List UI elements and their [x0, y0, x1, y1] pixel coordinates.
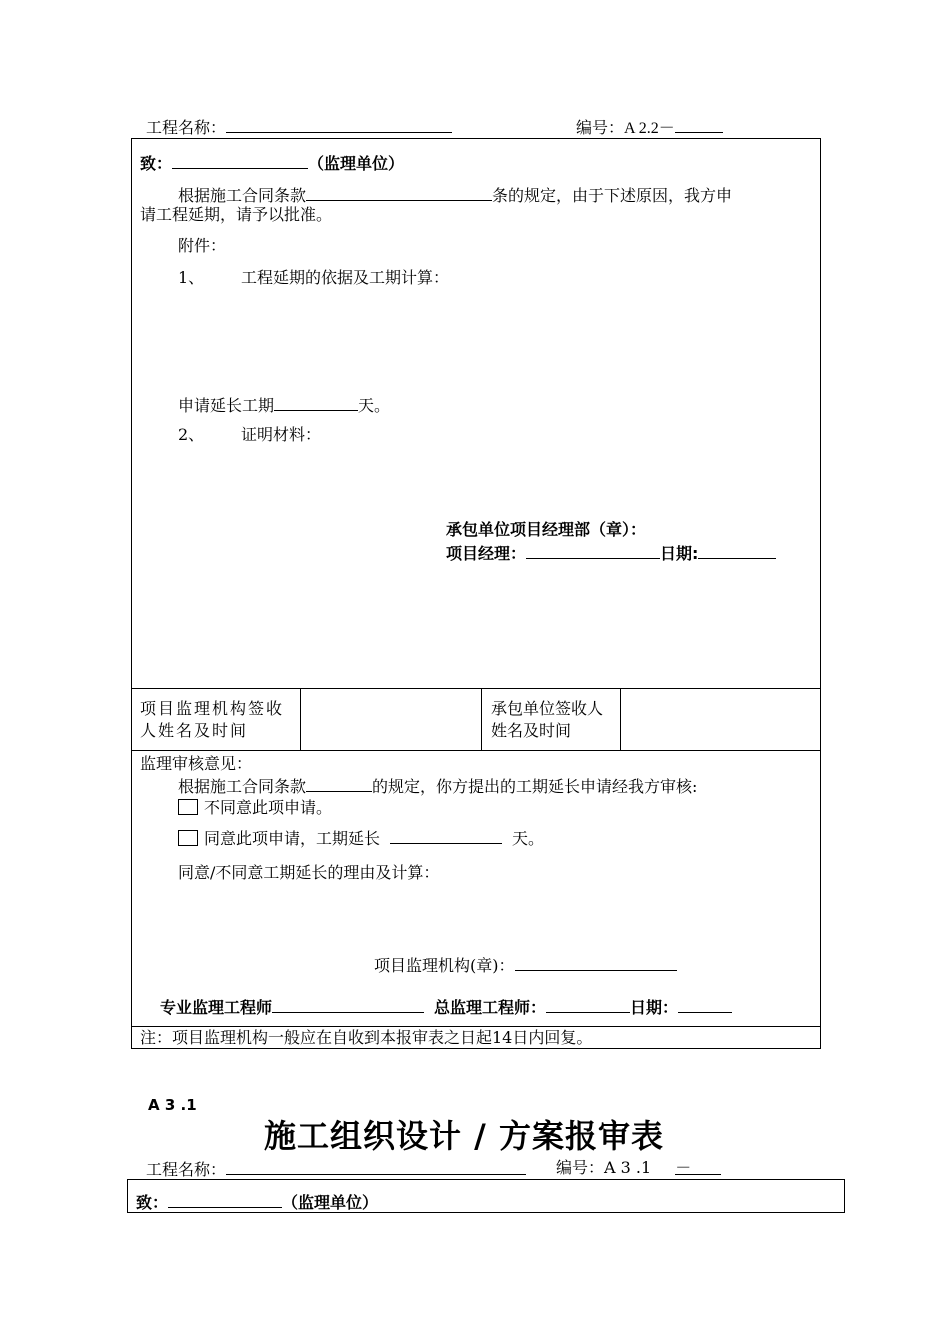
supervisor-unit-field[interactable]: [172, 154, 308, 169]
item2-text: 证明材料：: [241, 425, 322, 444]
review-text-b: 的规定，你方提出的工期延长申请经我方审核:: [372, 777, 698, 796]
contractor-sign-field[interactable]: [622, 690, 818, 748]
divider: [131, 688, 820, 689]
engineer-label: 专业监理工程师: [160, 998, 273, 1017]
chief-engineer-field[interactable]: [546, 998, 630, 1013]
form2-to-line: [136, 1193, 378, 1211]
org-stamp-label: 项目监理机构(章)：: [374, 956, 515, 975]
request-paragraph: [178, 186, 732, 204]
disagree-text: 不同意此项申请。: [204, 798, 333, 817]
item1-text: 工程延期的依据及工期计算：: [241, 268, 450, 287]
contract-clause-field[interactable]: [306, 186, 492, 201]
review-opinion-label: 监理审核意见：: [140, 754, 253, 773]
supervisor-unit-label: （监理单位）: [308, 154, 405, 173]
request-paragraph-cont: [140, 207, 332, 223]
project-manager-label: 项目经理：: [446, 544, 527, 563]
manager-line: [446, 544, 776, 562]
org-stamp-line: [374, 956, 677, 974]
org-stamp-field[interactable]: [515, 956, 677, 971]
form2-serial: [556, 1160, 721, 1176]
date-field[interactable]: [698, 544, 776, 559]
reason-label: 同意/不同意工期延长的理由及计算：: [178, 863, 440, 882]
form2-serial-label: 编号：: [556, 1158, 605, 1177]
agree-text-b: 天。: [512, 829, 545, 848]
extension-text-b: 天。: [358, 396, 391, 415]
serial-label: 编号：: [576, 118, 625, 137]
contractor-sign-label: 承包单位签收人姓名及时间: [491, 699, 604, 740]
extension-line: [178, 396, 390, 414]
supervisor-sign-field[interactable]: [302, 690, 480, 748]
engineer-line: [160, 998, 732, 1016]
serial-number-field[interactable]: [675, 118, 723, 133]
form1-project-name: [146, 118, 452, 136]
form1-table: [131, 138, 821, 1049]
para1-text-c: 请工程延期，请予以批准。: [140, 205, 333, 224]
divider: [300, 688, 301, 750]
divider: [481, 688, 482, 750]
project-name-label: 工程名称：: [146, 118, 227, 137]
form2-serial-dash: －: [675, 1158, 692, 1177]
divider: [620, 688, 621, 750]
form2-serial-value: A 3 .1: [604, 1158, 652, 1177]
form2-serial-field[interactable]: [675, 1160, 721, 1175]
form2-supervisor-unit-label: （监理单位）: [282, 1193, 379, 1212]
review-date-field[interactable]: [678, 998, 732, 1013]
agree-text-a: 同意此项申请，工期延长: [204, 829, 381, 848]
item2-number: 2、: [178, 425, 205, 444]
agree-checkbox[interactable]: [178, 830, 198, 846]
review-paragraph: [178, 777, 697, 795]
project-manager-field[interactable]: [526, 544, 660, 559]
chief-engineer-label: 总监理工程师：: [434, 998, 547, 1017]
divider: [131, 750, 820, 751]
contractor-dept-label: 承包单位项目经理部（章）：: [446, 520, 647, 539]
project-name-field[interactable]: [226, 118, 452, 133]
engineer-field[interactable]: [272, 998, 424, 1013]
extension-text-a: 申请延长工期: [178, 396, 275, 415]
note: 注：项目监理机构一般应在自收到本报审表之日起14日内回复。: [140, 1028, 593, 1047]
form1-serial: [576, 118, 723, 137]
form2-to-label: 致：: [136, 1193, 169, 1212]
agree-days-field[interactable]: [390, 829, 502, 844]
disagree-checkbox[interactable]: [178, 799, 198, 815]
review-clause-field[interactable]: [306, 777, 372, 792]
review-text-a: 根据施工合同条款: [178, 777, 307, 796]
form2-supervisor-unit-field[interactable]: [168, 1193, 282, 1208]
para1-text-b: 条的规定，由于下述原因，我方申: [492, 186, 733, 205]
form2-project-name-field[interactable]: [226, 1160, 526, 1175]
serial-value: A 2.2－: [624, 120, 675, 137]
para1-text-a: 根据施工合同条款: [178, 186, 307, 205]
option-agree: [178, 829, 544, 847]
form2-title: 施工组织设计 / 方案报审表: [264, 1117, 664, 1155]
divider: [131, 1026, 820, 1027]
item1-number: 1、: [178, 268, 205, 287]
supervisor-sign-label: 项目监理机构签收人姓名及时间: [140, 699, 285, 740]
form2-project-name-label: 工程名称：: [146, 1160, 227, 1179]
form2-project-name: [146, 1160, 526, 1178]
date-label: 日期:: [660, 544, 699, 563]
extension-days-field[interactable]: [274, 396, 358, 411]
to-line: [140, 154, 404, 172]
to-label: 致：: [140, 154, 173, 173]
option-disagree: [178, 799, 332, 816]
review-date-label: 日期：: [630, 998, 679, 1017]
attachment-label: 附件：: [178, 236, 227, 255]
form2-code: A 3 .1: [148, 1096, 197, 1114]
